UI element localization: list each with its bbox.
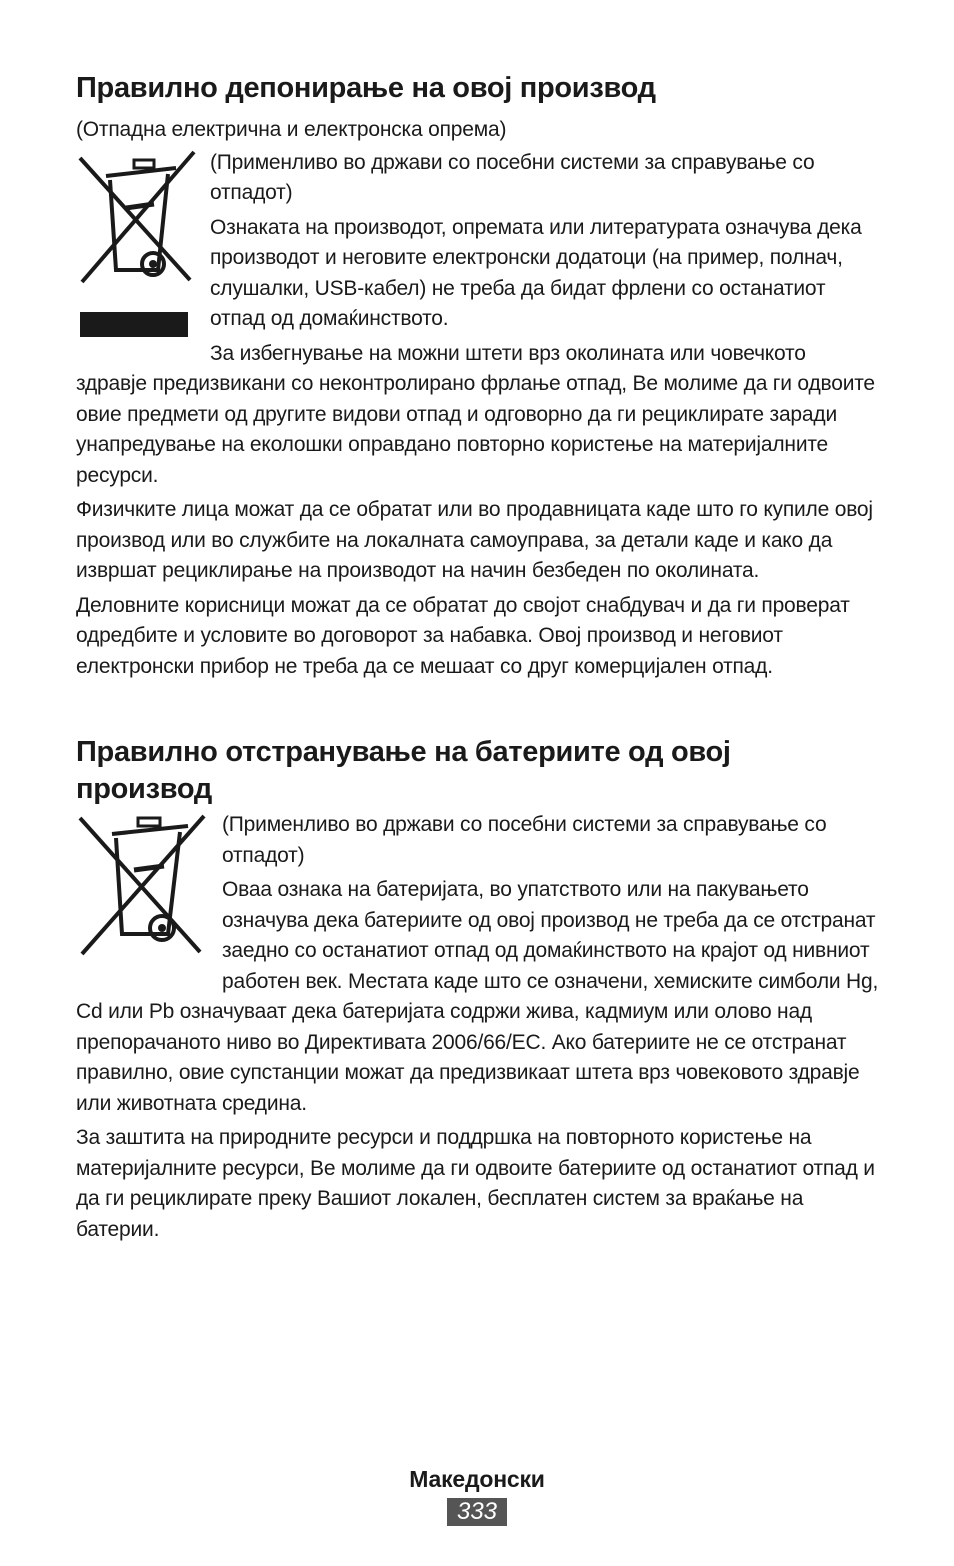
crossed-bin-icon	[76, 812, 208, 962]
weee-symbol	[76, 150, 198, 340]
battery-paragraph-1: (Применливо во држави со посебни системи за справување со отпадот)	[222, 813, 827, 867]
weee-paragraph-4: Физичките лица можат да се обратат или во продавницата каде што го купиле овој производ или во службите на локалната самоуправа, за детали каде и како да извршат рециклирање на производот на начин безбеден по околината.	[76, 498, 873, 582]
section-subtitle-weee: (Отпадна електрична и електронска опрема)	[76, 118, 507, 141]
page-footer	[0, 1464, 954, 1526]
weee-paragraph-5: Деловните корисници можат да се обратат до својот снабдувач и да ги проверат одредбите и условите во договорот за набавка. Овој производ и неговиот електронски прибор не треба да се мешаат со друг комерцијален отпад.	[76, 593, 850, 678]
section-title-weee: Правилно депонирање на овој производ	[76, 72, 656, 104]
document-page	[76, 70, 881, 1249]
section-title-battery: Правилно отстранување на батериите од овој производ	[76, 736, 731, 805]
weee-paragraph-1: (Применливо во држави со посебни системи за справување со отпадот)	[210, 150, 815, 204]
weee-paragraph-2: Ознаката на производот, опремата или литературата означува дека производот и неговите електронски додатоци (на пример, полнач, слушалки, USB-кабел) не треба да бидат фрлени со останатиот отпад од домаќинството.	[210, 215, 862, 330]
battery-paragraph-3: За заштита на природните ресурси и поддршка на повторното користење на материјалните ресурси, Ве молиме да ги одвоите батериите од останатиот отпад и да ги рециклирате преку Вашиот локален, бесплатен систем за враќање на батерии.	[76, 1126, 875, 1241]
battery-paragraph-2: Оваа ознака на батеријата, во упатството или на пакувањето означува дека батериите од овој производ не треба да се отстранат заедно со останатиот отпад од домаќинството на крајот од нивниот работен век. Местата каде што се означени, хемиските симболи Hg, Cd или Pb означуваат дека батеријата содржи жива, кадмиум или олово над препорачаното ниво во Директивата 2006/66/EC. Ако батериите не се отстранат правилно, овие супстанции можат да предизвикаат штета врз човековото здравје или животната средина.	[76, 878, 879, 1115]
crossed-bin-icon	[76, 150, 198, 310]
battery-symbol	[76, 812, 208, 962]
weee-black-bar	[80, 312, 188, 337]
footer-language: Македонски	[409, 1466, 545, 1492]
page-number: 333	[447, 1498, 507, 1526]
weee-paragraph-3: За избегнување на можни штети врз околината или човечкото здравје предизвикани со неконтролирано фрлање отпад, Ве молиме да ги одвоите овие предмети од другите видови отпад и одговорно да ги рециклирате заради унапредување на еколошки оправдано повторно користење на материјалните ресурси.	[76, 341, 875, 487]
